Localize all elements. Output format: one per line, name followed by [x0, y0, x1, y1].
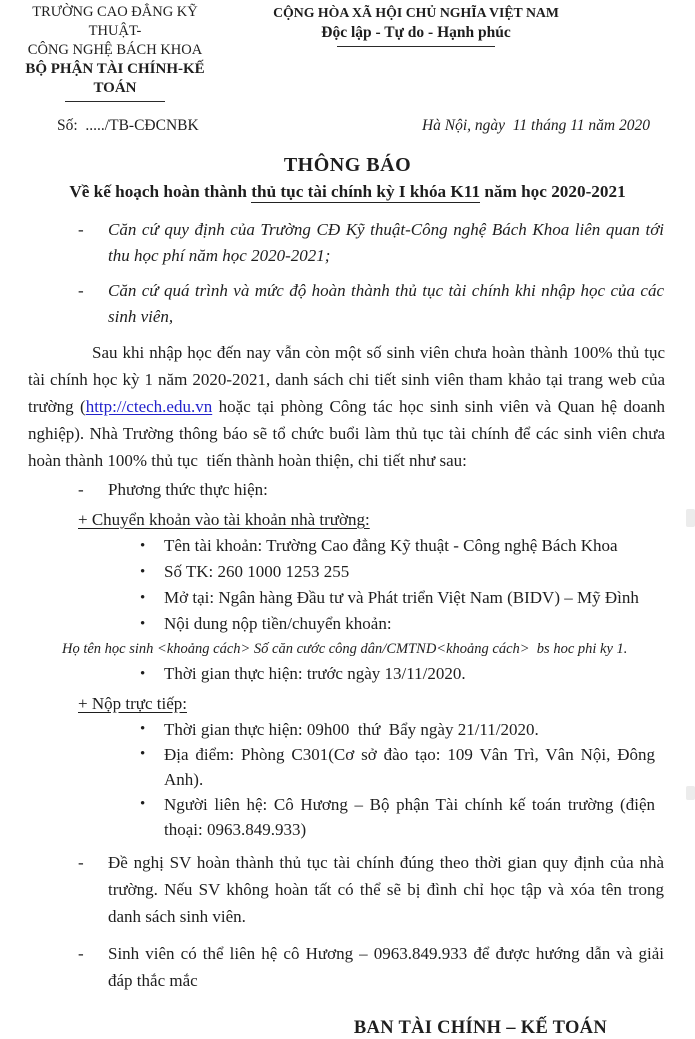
direct-location: Địa điểm: Phòng C301(Cơ sở đào tạo: 109 Vân Trì, Vân Nội, Đông Anh).	[164, 745, 655, 789]
method-heading: Phương thức thực hiện:	[108, 480, 268, 499]
method-section	[0, 477, 695, 503]
letterhead-right-divider	[337, 46, 495, 47]
list-item	[0, 661, 695, 687]
national-title: CỘNG HÒA XÃ HỘI CHỦ NGHĨA VIỆT NAM	[273, 5, 559, 20]
dash-marker: -	[78, 480, 84, 499]
account-number: Số TK: 260 1000 1253 255	[164, 562, 350, 581]
dash-marker: -	[78, 220, 84, 239]
scan-artifact	[686, 509, 695, 527]
bullet-marker: •	[140, 616, 146, 632]
account-name: Tên tài khoản: Trường Cao đẳng Kỹ thuật - Công nghệ Bách Khoa	[164, 536, 618, 555]
list-item	[0, 792, 695, 842]
list-item	[0, 585, 695, 611]
scan-artifact	[686, 786, 695, 800]
org-name-line2: CÔNG NGHỆ BÁCH KHOA	[27, 42, 203, 58]
transfer-syntax-note: Họ tên học sinh <khoảng cách> Số căn cước công dân/CMTND<khoảng cách> bs hoc phi ky 1.	[62, 641, 628, 657]
dash-marker: -	[78, 853, 84, 872]
closing-warning: Đề nghị SV hoàn thành thủ tục tài chính đúng theo thời gian quy định của nhà trường. Nếu SV không hoàn tất có thể sẽ bị đình chỉ học tập và xóa tên trong danh sách sinh viên.	[108, 853, 664, 926]
org-name-line1: TRƯỜNG CAO ĐẲNG KỸ THUẬT-	[32, 4, 198, 39]
list-item	[0, 611, 695, 637]
list-item	[0, 217, 695, 269]
document-title: THÔNG BÁO	[283, 154, 412, 176]
national-motto: Độc lập - Tự do - Hạnh phúc	[321, 24, 511, 41]
list-item	[0, 717, 695, 742]
dash-marker: -	[78, 944, 84, 963]
list-item	[0, 940, 695, 994]
website-link[interactable]: http://ctech.edu.vn	[85, 397, 213, 416]
bullet-marker: •	[140, 746, 146, 762]
paragraph-post: hoặc tại phòng Công tác học sinh sinh viên và Quan hệ doanh nghiệp). Nhà Trường thông báo sẽ tổ chức buổi làm thủ tục tài chính để các sinh viên chưa hoàn thành 100% thủ tục tiến thành hoàn thiện, chi tiết như sau:	[28, 397, 666, 470]
transfer-deadline: Thời gian thực hiện: trước ngày 13/11/2020.	[164, 664, 466, 683]
direct-heading: + Nộp trực tiếp:	[78, 694, 187, 713]
department-name: BỘ PHẬN TÀI CHÍNH-KẾ TOÁN	[25, 61, 205, 96]
bullet-marker: •	[140, 721, 146, 737]
bullet-marker: •	[140, 666, 146, 682]
paragraph-pre: Sau khi nhập học đến nay vẫn còn một số sinh viên chưa hoàn thành 100% thủ tục tài chính học kỳ 1 năm 2020-2021, danh sách chi tiết sinh viên tham khảo tại trang web của trường (	[28, 343, 665, 416]
ground-text-1: Căn cứ quy định của Trường CĐ Kỹ thuật-Công nghệ Bách Khoa liên quan tới thu học phí năm học 2020-2021;	[108, 220, 664, 265]
subtitle-post: năm học 2020-2021	[480, 182, 626, 201]
closing-contact: Sinh viên có thể liên hệ cô Hương – 0963.849.933 để được hướng dẫn và giải đáp thắc mắc	[108, 944, 664, 990]
list-item	[0, 559, 695, 585]
ref-date-row	[0, 117, 695, 135]
bullet-marker: •	[140, 538, 146, 554]
subtitle-pre: Về kế hoạch hoàn thành	[69, 182, 252, 201]
list-item	[0, 849, 695, 930]
grounds-list	[0, 217, 695, 330]
bank-branch: Mở tại: Ngân hàng Đầu tư và Phát triển Việt Nam (BIDV) – Mỹ Đình	[164, 588, 639, 607]
list-item	[0, 742, 695, 792]
letterhead-left-divider	[65, 101, 165, 102]
national-header-block	[240, 3, 592, 47]
direct-payment-section	[0, 691, 695, 842]
signature-block: BAN TÀI CHÍNH – KẾ TOÁN	[353, 1018, 607, 1038]
letterhead	[0, 3, 695, 102]
place-date-line: Hà Nội, ngày 11 tháng 11 năm 2020	[421, 117, 650, 134]
bullet-marker: •	[140, 796, 146, 812]
document-ref-number: Số: ...../TB-CĐCNBK	[57, 117, 199, 134]
list-item	[0, 278, 695, 330]
bullet-marker: •	[140, 590, 146, 606]
closing-remarks	[0, 849, 695, 994]
document-subtitle	[0, 180, 695, 204]
transfer-content-label: Nội dung nộp tiền/chuyển khoản:	[164, 614, 392, 633]
bullet-marker: •	[140, 564, 146, 580]
list-item	[0, 533, 695, 559]
body-paragraph	[28, 339, 665, 474]
issuing-org-block	[6, 3, 224, 102]
transfer-section	[0, 507, 695, 687]
dash-marker: -	[78, 281, 84, 300]
transfer-heading: + Chuyển khoản vào tài khoản nhà trường:	[78, 510, 370, 529]
direct-contact: Người liên hệ: Cô Hương – Bộ phận Tài chính kế toán trường (điện thoại: 0963.849.933)	[164, 795, 655, 839]
direct-time: Thời gian thực hiện: 09h00 thứ Bẩy ngày 21/11/2020.	[164, 720, 539, 739]
list-item	[0, 477, 695, 503]
subtitle-underlined: thủ tục tài chính kỳ I khóa K11	[251, 182, 481, 201]
ground-text-2: Căn cứ quá trình và mức độ hoàn thành thủ tục tài chính khi nhập học của các sinh viên,	[108, 281, 664, 326]
